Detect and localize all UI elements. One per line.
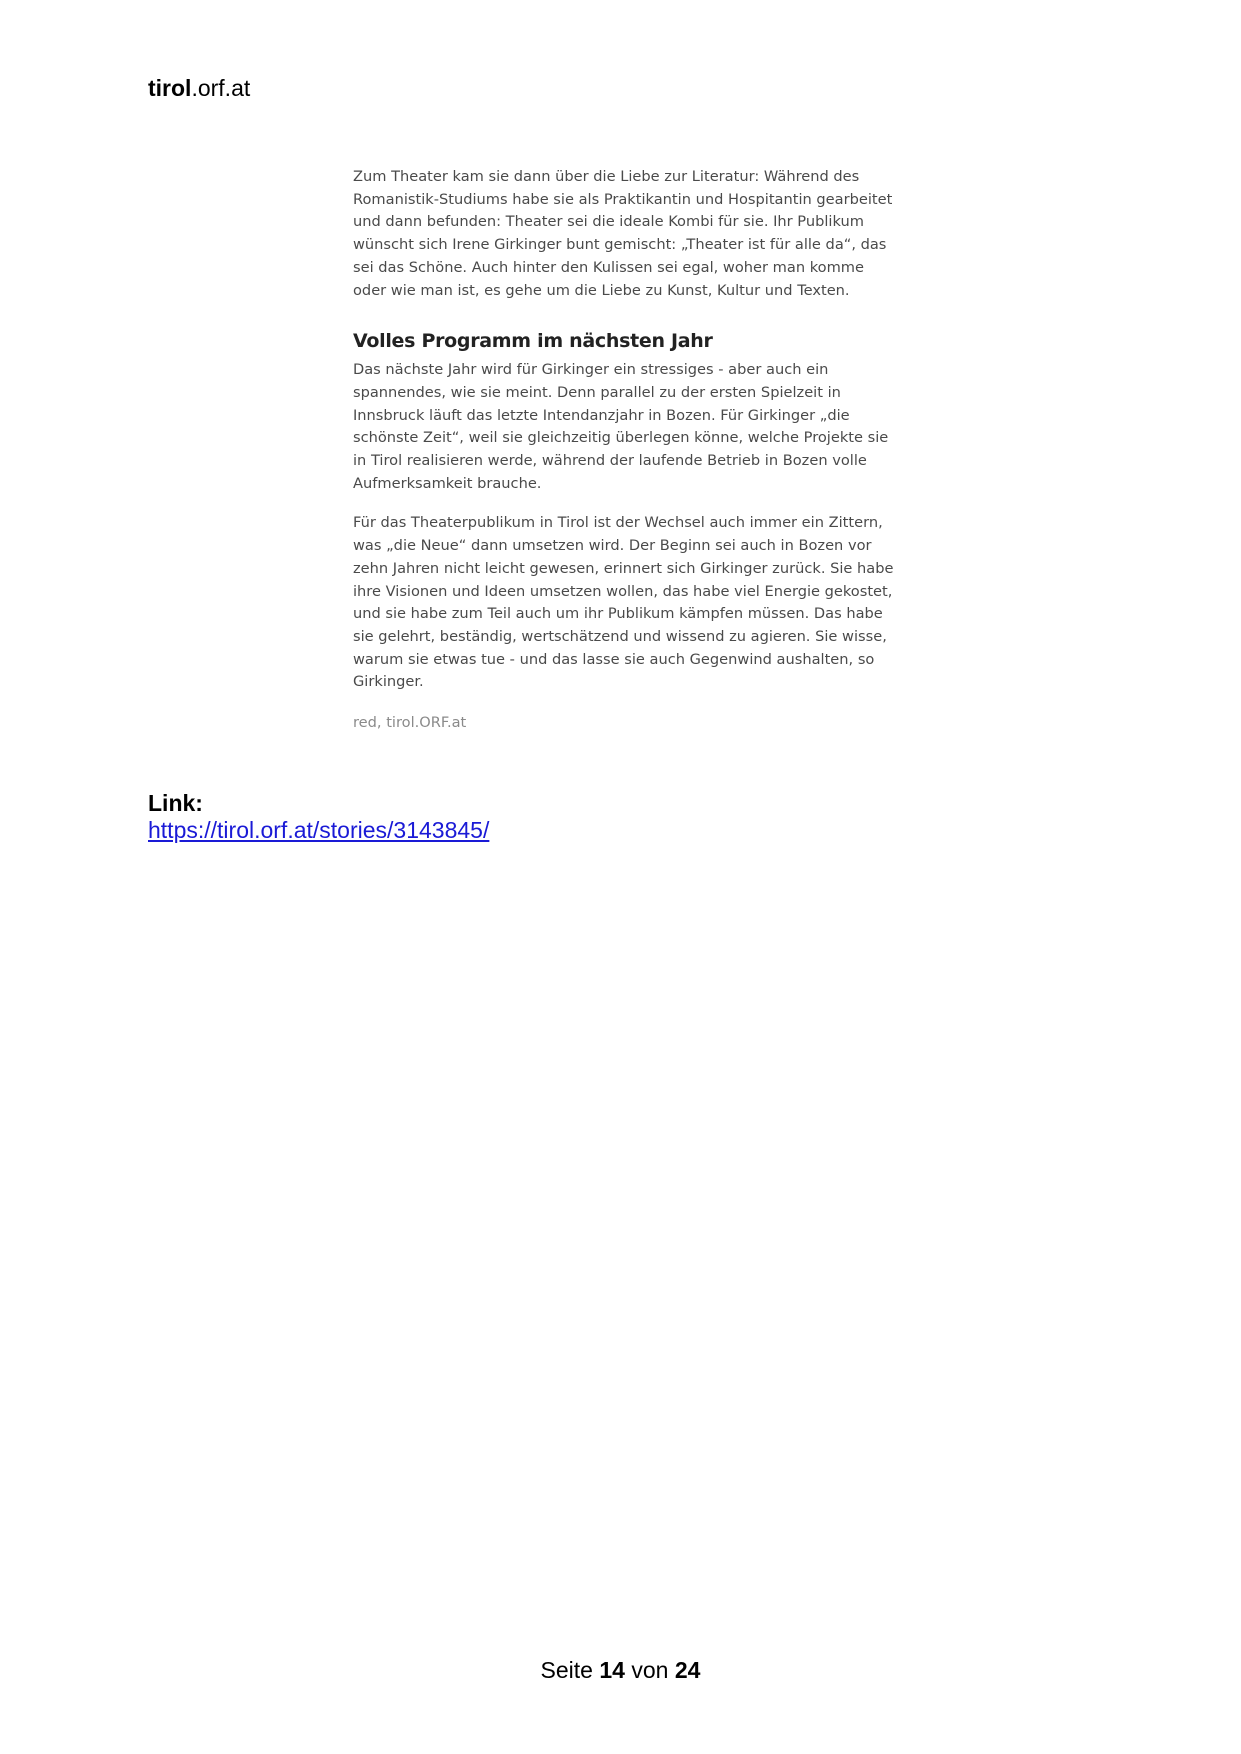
article-heading: Volles Programm im nächsten Jahr [353,330,713,353]
article-paragraph-3: Für das Theaterpublikum in Tirol ist der Wechsel auch immer ein Zittern, was „die Neue“ dann umsetzen wird. Der Beginn sei auch in Bozen vor zehn Jahren nicht leicht gewesen, erinnert sich Girkinger zurück. Sie habe ihre Visionen und Ideen umsetzen wollen, das habe viel Energie gekostet, und sie habe zum Teil auch um ihr Publikum kämpfen müssen. Das habe sie gelehrt, beständig, wertschätzend und wissend zu agieren. Sie wisse, warum sie etwas tue - und das lasse sie auch Gegenwind aushalten, so Girkinger. [353,514,894,691]
article-source: red, tirol.ORF.at [353,714,467,732]
footer-current-page: 14 [599,1657,625,1683]
footer-middle: von [631,1657,669,1683]
article-clipping [353,166,898,735]
footer-total-pages: 24 [674,1657,701,1683]
link-label: Link: [148,790,203,816]
article-paragraph-2: Das nächste Jahr wird für Girkinger ein stressiges - aber auch ein spannendes, wie sie meint. Denn parallel zu der ersten Spielzeit in Innsbruck läuft das letzte Intendanzjahr in Bozen. Für Girkinger „die schönste Zeit“, weil sie gleichzeitig überlegen könne, welche Projekte sie in Tirol realisieren werde, während der laufende Betrieb in Bozen volle Aufmerksamkeit brauche. [353,361,889,492]
footer-prefix: Seite [540,1657,593,1683]
brand-bold: tirol [148,75,192,101]
link-block [148,790,489,844]
brand-rest: .orf.at [191,75,251,101]
site-header [148,74,250,102]
article-paragraph-1: Zum Theater kam sie dann über die Liebe zur Literatur: Während des Romanistik-Studiums habe sie als Praktikantin und Hospitantin gearbeitet und dann befunden: Theater sei die ideale Kombi für sie. Ihr Publikum wünscht sich Irene Girkinger bunt gemischt: „Theater ist für alle da“, das sei das Schöne. Auch hinter den Kulissen sei egal, woher man komme oder wie man ist, es gehe um die Liebe zu Kunst, Kultur und Texten. [353,168,893,299]
page-footer [0,1656,1241,1684]
article-link[interactable]: https://tirol.orf.at/stories/3143845/ [148,817,490,843]
